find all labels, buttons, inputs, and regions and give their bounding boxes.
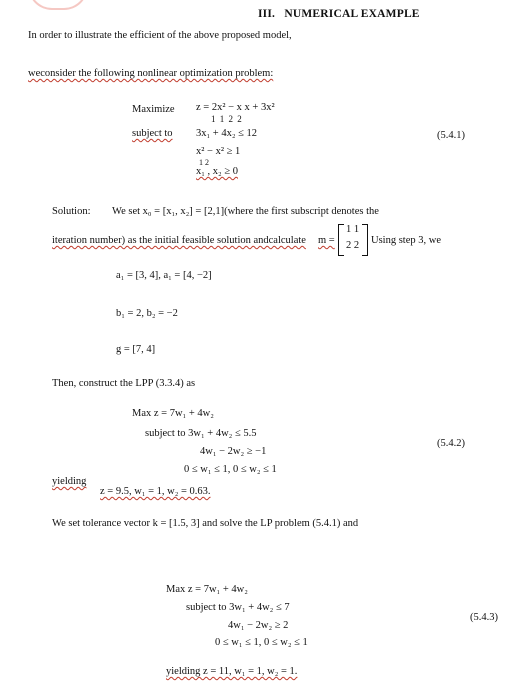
lpp2-constraint-1: subject to 3w₁ + 4w₂ ≤ 7 bbox=[186, 602, 290, 613]
construct-lpp-text: Then, construct the LPP (3.3.4) as bbox=[52, 378, 196, 389]
section-title: NUMERICAL EXAMPLE bbox=[284, 8, 420, 20]
section-heading bbox=[258, 8, 420, 20]
constraint-1: 3x₁ + 4x₂ ≤ 12 bbox=[196, 128, 258, 139]
m-label bbox=[318, 235, 335, 246]
b-values: b₁ = 2, b₂ = −2 bbox=[116, 308, 178, 319]
lpp2-constraint-2: 4w₁ − 2w₂ ≥ 2 bbox=[228, 620, 289, 631]
a-vectors: a₁ = [3, 4], a₁ = [4, −2] bbox=[116, 270, 212, 281]
equation-number-3: (5.4.3) bbox=[470, 612, 498, 623]
matrix-left-bracket bbox=[338, 224, 344, 256]
objective-function: z = 2x² − x x + 3x² bbox=[196, 102, 275, 113]
intro-line-1: In order to illustrate the efficient of the above proposed model, bbox=[28, 30, 292, 41]
matrix-top-row: 1 1 bbox=[346, 224, 360, 235]
lpp2-result bbox=[166, 666, 297, 677]
lpp1-objective: Max z = 7w₁ + 4w₂ bbox=[132, 408, 214, 419]
constraint-2-index: 1 2 bbox=[199, 158, 209, 167]
lpp2-objective: Max z = 7w₁ + 4w₂ bbox=[166, 584, 248, 595]
solution-text-2b: Using step 3, we bbox=[371, 235, 441, 246]
subject-to-label bbox=[132, 128, 173, 139]
matrix-right-bracket bbox=[362, 224, 368, 256]
subject-to-text: subject to bbox=[132, 128, 173, 139]
equation-number-1: (5.4.1) bbox=[437, 130, 465, 141]
solution-label: Solution: bbox=[52, 206, 91, 217]
tolerance-text: We set tolerance vector k = [1.5, 3] and solve the LP problem (5.4.1) and bbox=[52, 518, 359, 529]
equation-number-2: (5.4.2) bbox=[437, 438, 465, 449]
lpp2-constraint-3: 0 ≤ w₁ ≤ 1, 0 ≤ w₂ ≤ 1 bbox=[215, 637, 308, 648]
constraint-2: x² − x² ≥ 1 bbox=[196, 146, 241, 157]
maximize-label: Maximize bbox=[132, 104, 175, 115]
logo-fragment bbox=[28, 0, 88, 10]
lpp2-result-text: yielding z = 11, w₁ = 1, w₂ = 1. bbox=[166, 666, 298, 677]
lpp1-result bbox=[100, 486, 211, 497]
intro-line-2-text: weconsider the following nonlinear optimization problem: bbox=[28, 68, 274, 79]
section-number: III. bbox=[258, 8, 276, 20]
intro-line-2 bbox=[28, 68, 273, 79]
solution-text-1: We set x₀ = [x₁, x₂] = [2,1](where the first subscript denotes the bbox=[112, 206, 379, 217]
lpp1-result-text: z = 9.5, w₁ = 1, w₂ = 0.63. bbox=[100, 486, 211, 497]
m-matrix bbox=[338, 224, 368, 254]
constraint-3-text: x₁ , x₂ ≥ 0 bbox=[196, 166, 238, 177]
lpp1-constraint-1: subject to 3w₁ + 4w₂ ≤ 5.5 bbox=[145, 428, 257, 439]
yielding-label-text: yielding bbox=[52, 476, 87, 487]
solution-text-2a: iteration number) as the initial feasible solution andcalculate bbox=[52, 235, 306, 246]
solution-text-2 bbox=[52, 235, 306, 246]
constraint-3 bbox=[196, 166, 238, 177]
m-label-text: m = bbox=[318, 235, 335, 246]
lpp1-constraint-3: 0 ≤ w₁ ≤ 1, 0 ≤ w₂ ≤ 1 bbox=[184, 464, 277, 475]
g-vector: g = [7, 4] bbox=[116, 344, 156, 355]
lpp1-yielding-label bbox=[52, 476, 86, 487]
objective-indices: 1 1 2 2 bbox=[211, 114, 243, 124]
lpp1-constraint-2: 4w₁ − 2w₂ ≥ −1 bbox=[200, 446, 267, 457]
matrix-bottom-row: 2 2 bbox=[346, 240, 360, 251]
